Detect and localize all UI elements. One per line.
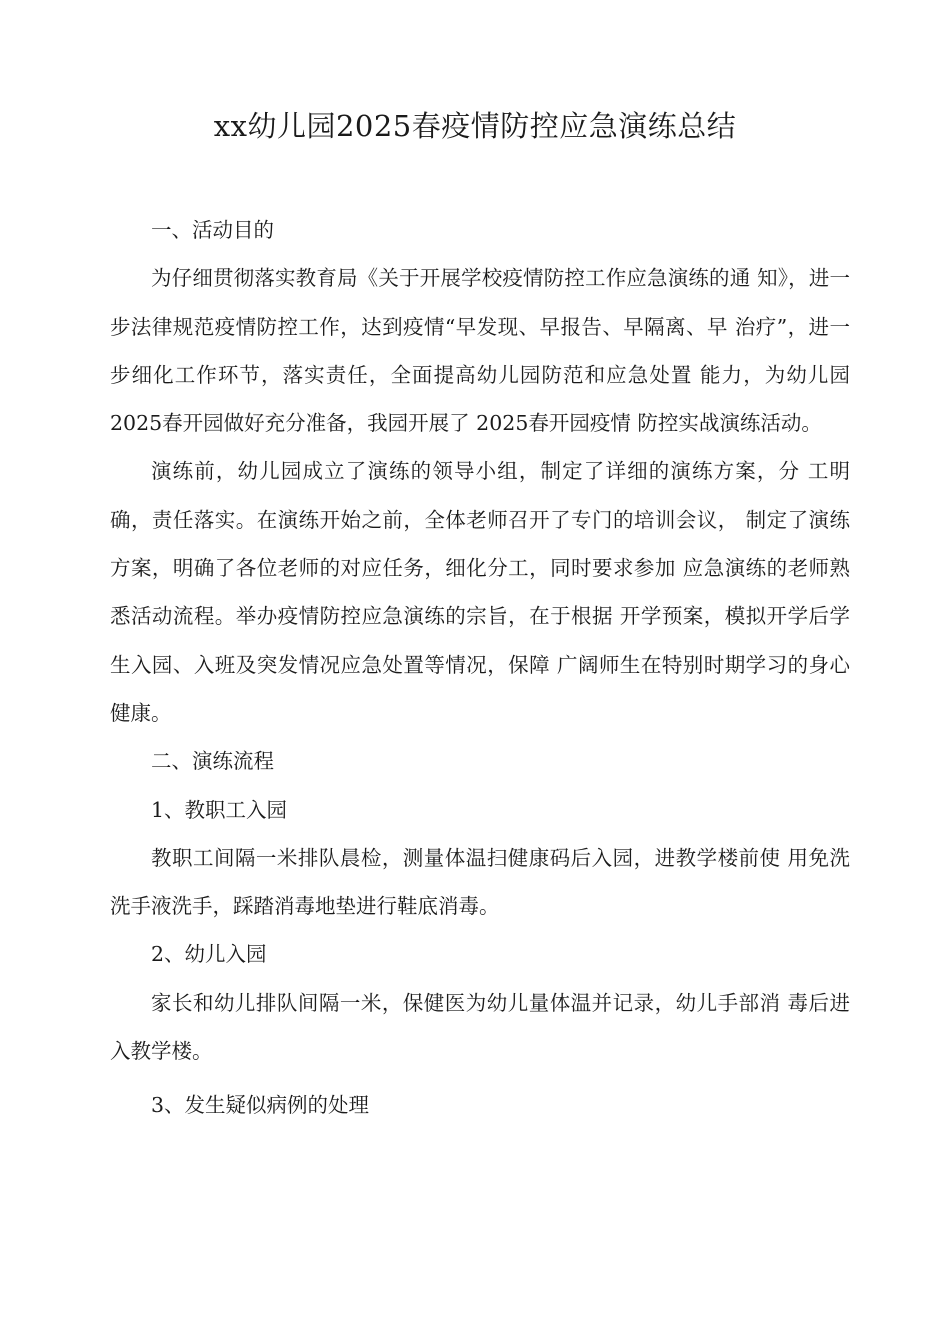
document-body bbox=[110, 206, 850, 1130]
paragraph-preparation: 演练前，幼儿园成立了演练的领导小组，制定了详细的演练方案，分 工明确，责任落实。在演练开始之前，全体老师召开了专门的培训会议， 制定了演练方案，明确了各位老师的对应任务，细化分工，同时要求参加 应急演练的老师熟悉活动流程。举办疫情防控应急演练的宗旨，在于根据 开学预案，模拟开学后学生入园、入班及突发情况应急处置等情况，保障 广阔师生在特别时期学习的身心健康。 bbox=[110, 459, 850, 725]
section-heading-purpose: 一、活动目的 bbox=[151, 218, 274, 242]
section-heading-process: 二、演练流程 bbox=[151, 749, 274, 774]
document-title: xx幼儿园2025春疫情防控应急演练总结 bbox=[213, 109, 737, 143]
paragraph-staff-entry: 教职工间隔一米排队晨检，测量体温扫健康码后入园，进教学楼前使 用免洗洗手液洗手，踩踏消毒地垫进行鞋底消毒。 bbox=[110, 845, 850, 919]
paragraph-purpose: 为仔细贯彻落实教育局《关于开展学校疫情防控工作应急演练的通 知》，进一步法律规范疫情防控工作，达到疫情“早发现、早报告、早隔离、早 治疗”，进一步细化工作环节，落实责任，全面提高幼儿园防范和应急处置 能力，为幼儿园2025春开园做好充分准备，我园开展了 2025春开园疫情 防控实战演练活动。 bbox=[110, 266, 850, 436]
paragraph-child-entry: 家长和幼儿排队间隔一米，保健医为幼儿量体温并记录，幼儿手部消 毒后进入教学楼。 bbox=[110, 990, 850, 1064]
subheading-staff-entry: 1、教职工入园 bbox=[151, 797, 288, 822]
subheading-child-entry: 2、幼儿入园 bbox=[151, 942, 267, 967]
subheading-suspected-case: 3、发生疑似病例的处理 bbox=[151, 1093, 370, 1118]
